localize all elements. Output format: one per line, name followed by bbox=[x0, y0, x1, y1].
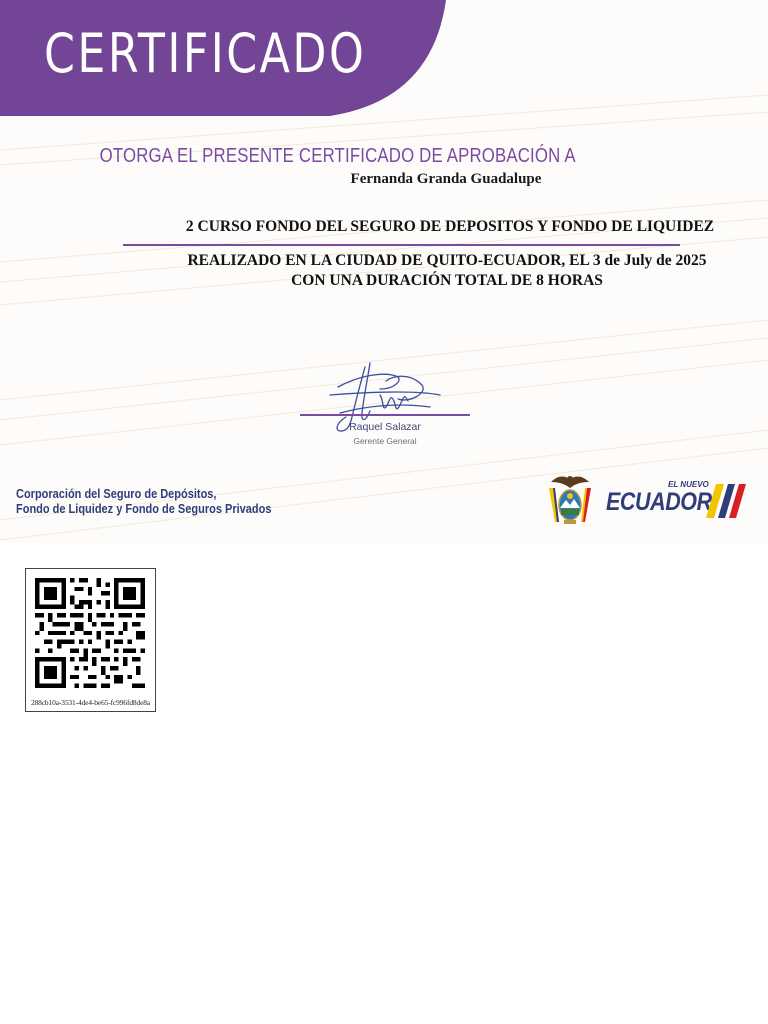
ecuador-coat-of-arms-icon bbox=[545, 472, 595, 528]
course-duration: CON UNA DURACIÓN TOTAL DE 8 HORAS bbox=[291, 272, 603, 289]
el-nuevo-ecuador-logo bbox=[606, 478, 756, 524]
flag-stripes-icon bbox=[702, 480, 754, 520]
organization-name-line2: Fondo de Liquidez y Fondo de Seguros Privados bbox=[16, 502, 272, 516]
place-date: REALIZADO EN LA CIUDAD DE QUITO-ECUADOR, EL 3 de July de 2025 bbox=[187, 252, 707, 269]
course-name: 2 CURSO FONDO DEL SEGURO DE DEPOSITOS Y FONDO DE LIQUIDEZ bbox=[185, 218, 715, 235]
course-underline bbox=[123, 244, 680, 246]
qr-code-icon bbox=[35, 578, 145, 688]
signer-name: Raquel Salazar bbox=[349, 421, 421, 433]
signer-role: Gerente General bbox=[353, 436, 417, 446]
grant-statement: OTORGA EL PRESENTE CERTIFICADO DE APROBACIÓN A bbox=[99, 145, 576, 167]
gov-logo-text: ECUADOR bbox=[606, 488, 712, 516]
gov-logo-small-text: EL NUEVO bbox=[668, 480, 709, 489]
verification-code: 288cb10a-3531-4de4-be65-fc996fd8de8a bbox=[30, 698, 151, 707]
organization-name-line1: Corporación del Seguro de Depósitos, bbox=[16, 487, 217, 501]
certificate-title: CERTIFICADO bbox=[44, 22, 367, 85]
recipient-name: Fernanda Granda Guadalupe bbox=[350, 171, 542, 187]
verification-qr-panel bbox=[25, 568, 156, 712]
